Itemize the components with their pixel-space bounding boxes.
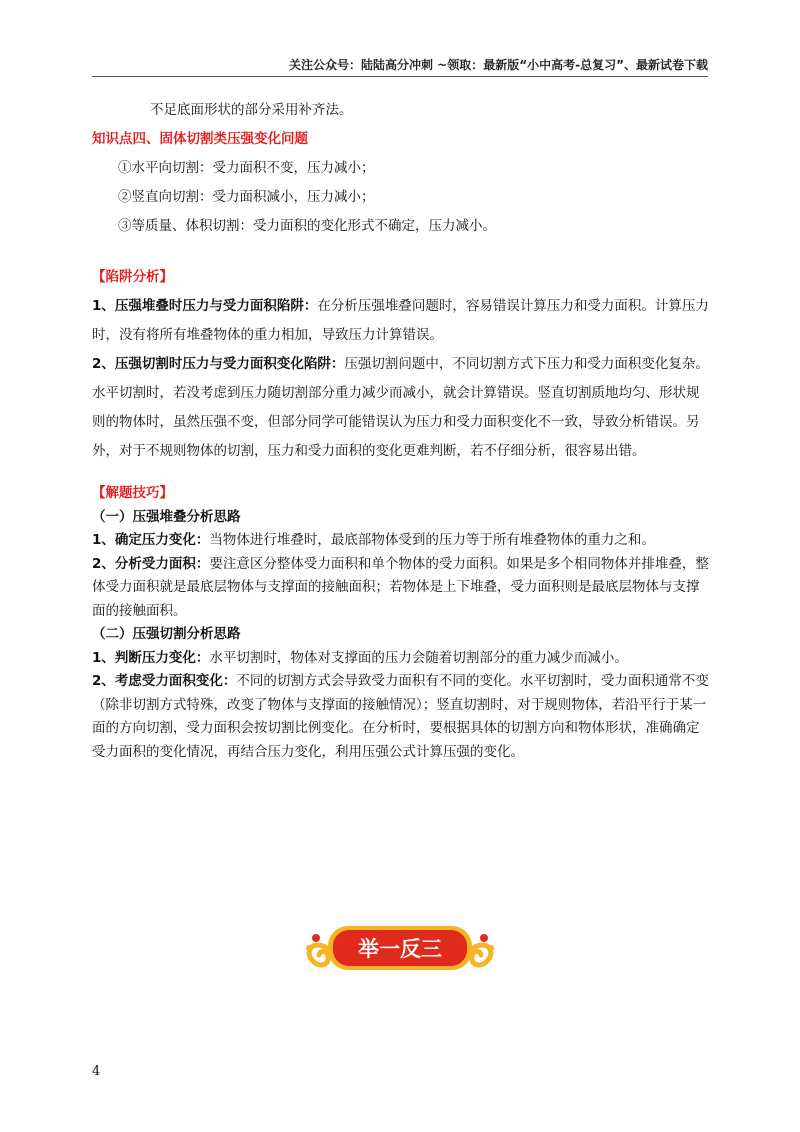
trap-item-body: 压强切割问题中，不同切割方式下压力和受力面积变化复杂。水平切割时，若没考虑到压力随切割部分重力减少而减小，就会计算错误。竖直切割质地均匀、形状规则的物体时，虽然压强不变，但部分同学可能错误认为压力和受力面积变化不一致，导致分析错误。另外，对于不规则物体的切割，压力和受力面积的变化更难判断，若不仔细分析，很容易出错。 (92, 356, 709, 459)
practice-badge (300, 920, 500, 976)
page-content (92, 96, 710, 764)
page-number: 4 (92, 1064, 101, 1079)
badge-label: 举一反三 (358, 937, 442, 961)
technique-item-body: 不同的切割方式会导致受力面积有不同的变化。水平切割时，受力面积通常不变（除非切割方式特殊，改变了物体与支撑面的接触情况）；竖直切割时，对于规则物体，若沿平行于某一面的方向切割，受力面积会按切割比例变化。在分析时，要根据具体的切割方向和物体形状，准确确定受力面积的变化情况，再结合压力变化，利用压强公式计算压强的变化。 (92, 673, 709, 760)
intro-line: 不足底面形状的部分采用补齐法。 (150, 102, 353, 118)
technique-heading: （二）压强切割分析思路 (92, 626, 241, 642)
left-cloud-ornament (306, 934, 330, 965)
trap-item (92, 292, 710, 350)
technique-title: 【解题技巧】 (92, 485, 173, 501)
technique-item-lead: 1、判断压力变化： (92, 649, 210, 666)
knowledge-point-title: 知识点四、固体切割类压强变化问题 (92, 131, 308, 147)
header-divider (92, 76, 708, 77)
technique-item (92, 529, 710, 553)
technique-heading: （一）压强堆叠分析思路 (92, 508, 241, 525)
page-header: 关注公众号：陆陆高分冲刺 ~领取：最新版“小中高考-总复习”、最新试卷下载 (289, 58, 708, 72)
knowledge-item: ②竖直向切割：受力面积减小，压力减小； (118, 189, 375, 205)
knowledge-item: ①水平向切割：受力面积不变，压力减小； (118, 160, 375, 176)
technique-item-lead: 2、考虑受力面积变化： (92, 673, 237, 689)
technique-item (92, 670, 710, 764)
trap-item-body: 在分析压强堆叠问题时，容易错误计算压力和受力面积。计算压力时，没有将所有堆叠物体的重力相加，导致压力计算错误。 (92, 298, 709, 343)
trap-item (92, 350, 710, 466)
right-cloud-ornament (470, 934, 494, 965)
trap-title: 【陷阱分析】 (92, 269, 173, 285)
trap-item-lead: 1、压强堆叠时压力与受力面积陷阱： (92, 298, 318, 314)
technique-item-body: 水平切割时，物体对支撑面的压力会随着切割部分的重力减少而减小。 (209, 649, 628, 666)
technique-item-body: 要注意区分整体受力面积和单个物体的受力面积。如果是多个相同物体并排堆叠，整体受力面积就是最底层物体与支撑面的接触面积；若物体是上下堆叠，受力面积则是最底层物体与支撑面的接触面积。 (92, 555, 709, 619)
knowledge-item: ③等质量、体积切割：受力面积的变化形式不确定，压力减小。 (118, 218, 496, 234)
technique-item (92, 553, 710, 624)
technique-item-body: 当物体进行堆叠时，最底部物体受到的压力等于所有堆叠物体的重力之和。 (209, 532, 655, 548)
technique-item-lead: 2、分析受力面积： (92, 555, 210, 572)
trap-item-lead: 2、压强切割时压力与受力面积变化陷阱： (92, 356, 345, 372)
technique-item-lead: 1、确定压力变化： (92, 532, 210, 548)
technique-item (92, 647, 710, 671)
